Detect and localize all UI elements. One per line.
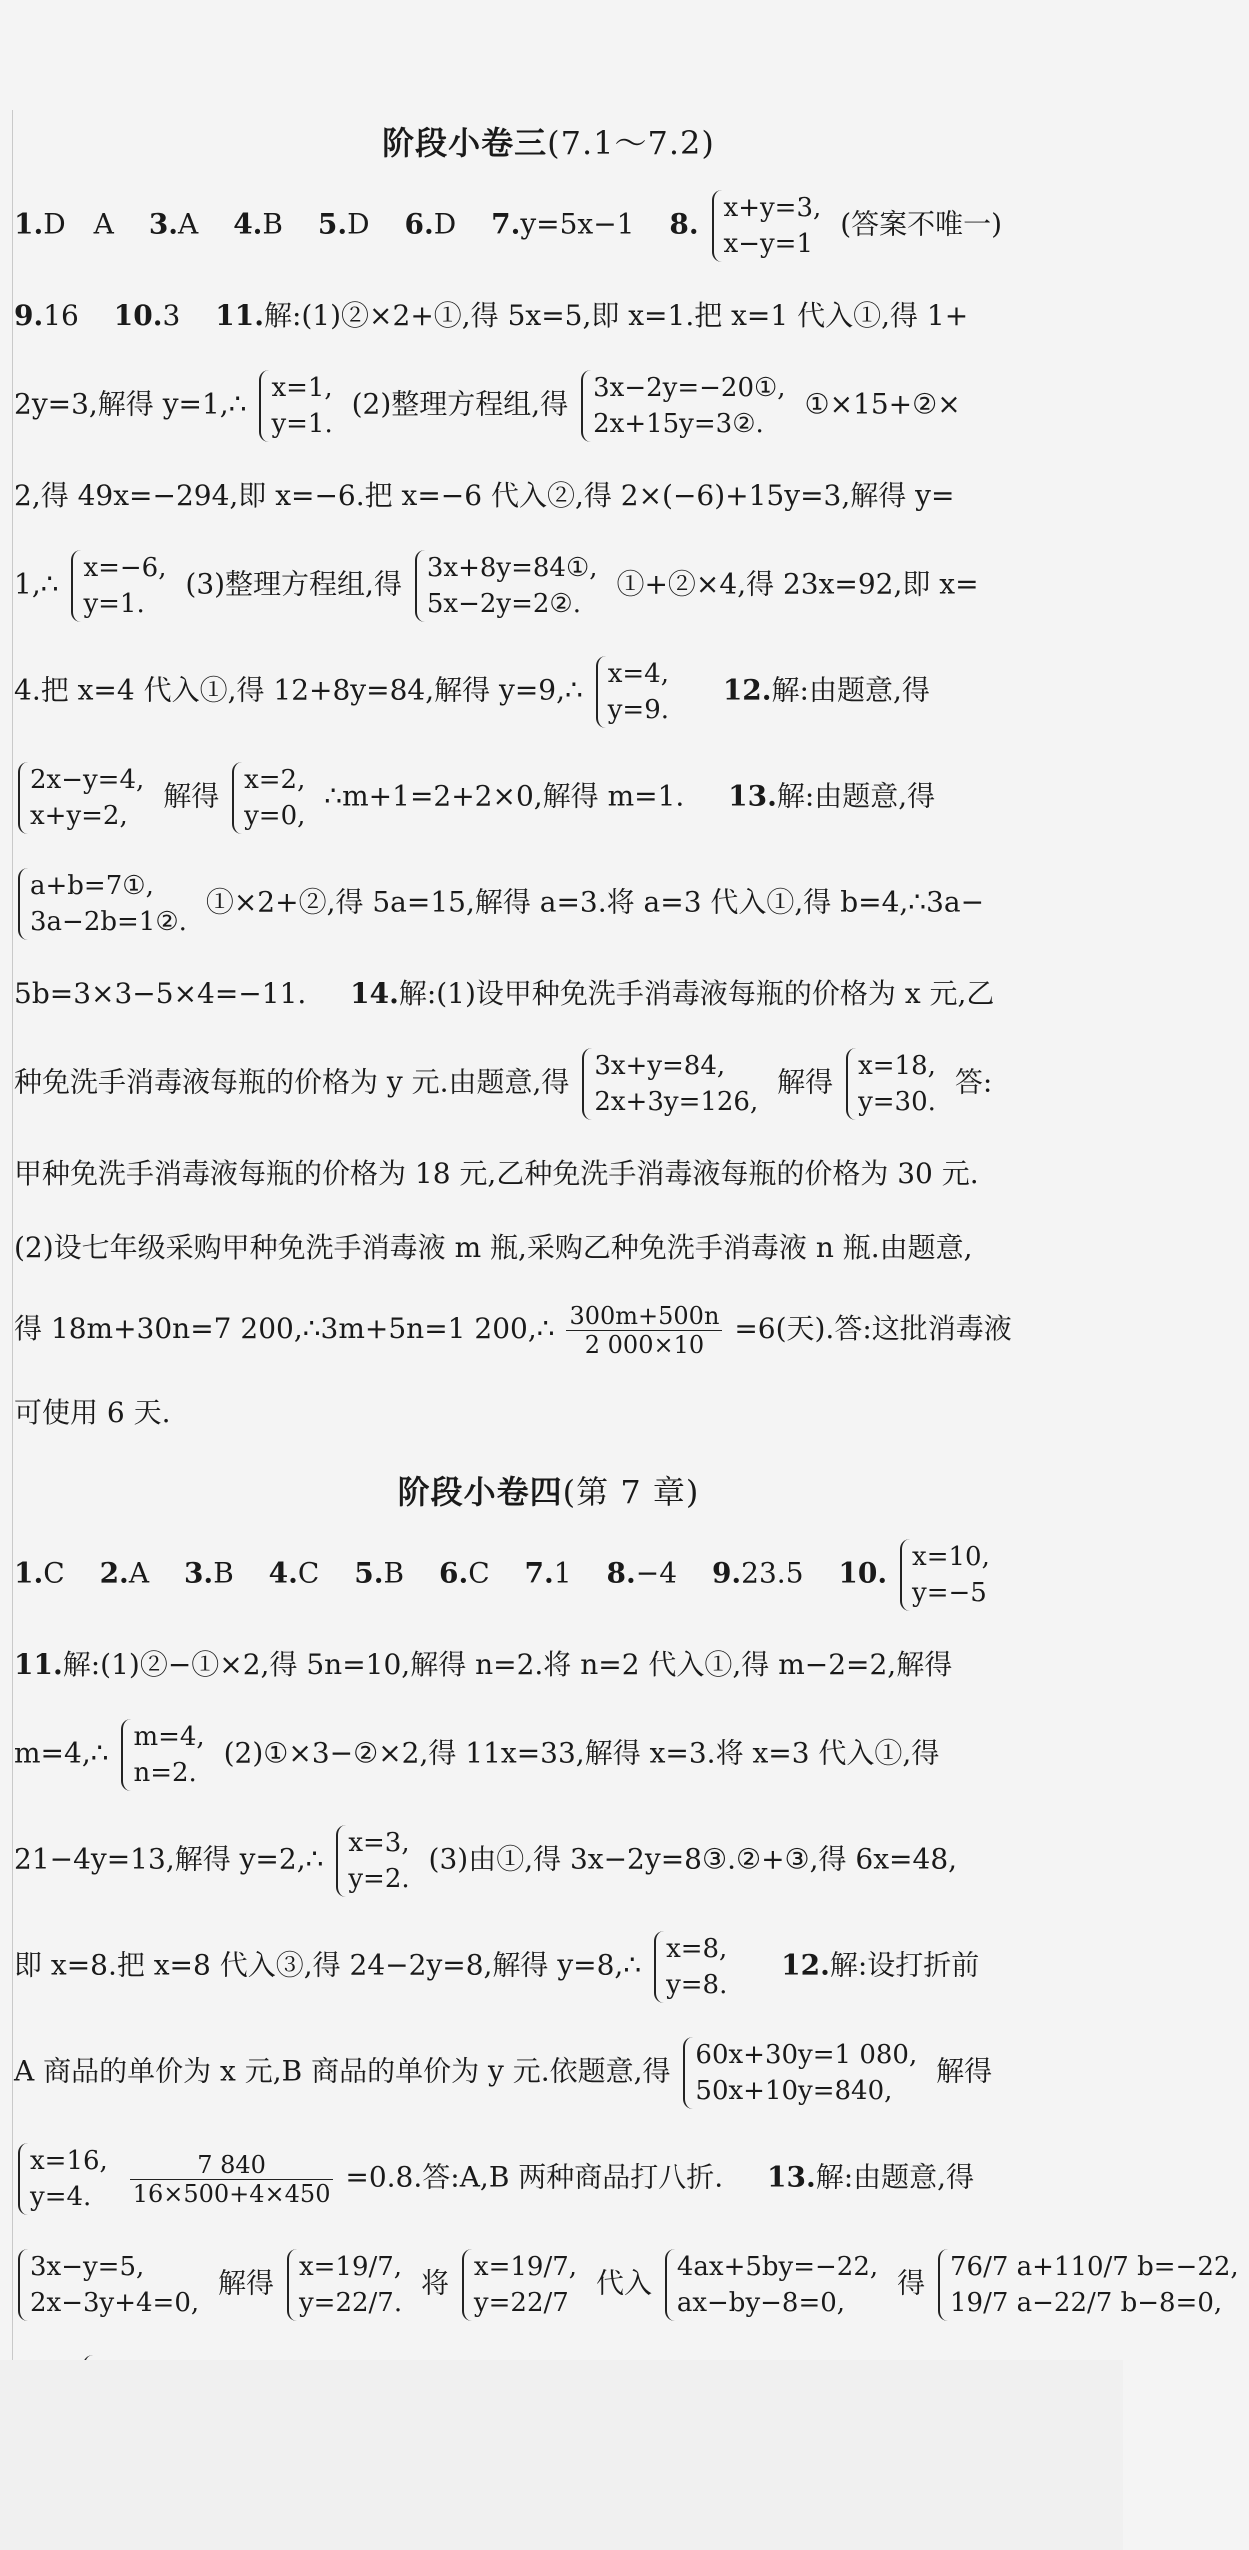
q-number: 12. — [781, 1948, 830, 1982]
s4-line-8 — [14, 2249, 1239, 2321]
s3-line-11 — [14, 1154, 1083, 1194]
page-bottom-blank — [0, 2360, 1123, 2550]
equation-system — [712, 190, 828, 262]
answer: B — [383, 1556, 405, 1590]
answer: A — [128, 1556, 150, 1590]
equation-system — [336, 1825, 415, 1897]
answer: C — [43, 1556, 65, 1590]
s4-line-7 — [14, 2143, 1083, 2215]
s3-line-9 — [14, 974, 1083, 1014]
solution-text: 解:由题意,得 — [771, 673, 930, 707]
s4-line-4 — [14, 1825, 1083, 1897]
q-number: 9. — [711, 1556, 742, 1590]
equation-system — [900, 1539, 996, 1611]
equation-row: x=3, — [348, 1828, 410, 1858]
q-number: 10. — [838, 1556, 888, 1590]
solution-text: ①×2+②,得 5a=15,解得 a=3.将 a=3 代入①,得 b=4,∴3a− — [205, 885, 985, 919]
s4-line-2 — [14, 1645, 1083, 1685]
s3-line-4 — [14, 476, 1083, 516]
q-number: 14. — [350, 977, 399, 1010]
s3-line-13 — [14, 1302, 1083, 1359]
s3-line-8 — [14, 868, 1083, 940]
answer: 16 — [43, 299, 79, 332]
q-number: 9. — [14, 299, 44, 332]
s4-line-5 — [14, 1931, 1083, 2003]
equation-row: ax−by−8=0, — [676, 2288, 846, 2318]
q-number: 13. — [767, 2160, 816, 2194]
answer: y=5x−1 — [520, 207, 635, 241]
q-number: 12. — [722, 673, 772, 707]
q-number: 1. — [14, 207, 44, 241]
solution-text: 即 x=8.把 x=8 代入③,得 24−2y=8,解得 y=8,∴ — [14, 1948, 642, 1982]
solution-text: ①+②×4,得 23x=92,即 x= — [616, 567, 979, 601]
equation-row: a+b=7①, — [30, 871, 154, 901]
section-3-title-text: 阶段小卷三 — [382, 124, 548, 162]
equation-system — [18, 868, 193, 940]
solution-text: 种免洗手消毒液每瓶的价格为 y 元.由题意,得 — [14, 1065, 570, 1099]
solution-text: 解得 — [777, 1065, 834, 1099]
s4-line-3 — [14, 1719, 1083, 1791]
equation-row: y=22/7 — [473, 2288, 569, 2318]
equation-row: y=22/7. — [298, 2288, 403, 2318]
answer: B — [213, 1556, 234, 1590]
equation-system — [938, 2249, 1245, 2321]
q-number: 3. — [148, 207, 179, 241]
solution-text: 2,得 49x=−294,即 x=−6.把 x=−6 代入②,得 2×(−6)+15y=3,解得 y= — [14, 479, 955, 512]
equation-row: y=−5 — [912, 1578, 987, 1608]
q-number: 3. — [183, 1556, 214, 1590]
solution-text: 解:设打折前 — [829, 1948, 980, 1982]
answer-note: (答案不唯一) — [840, 207, 1003, 241]
equation-system — [18, 2249, 205, 2321]
solution-text: 5b=3×3−5×4=−11. — [14, 977, 307, 1010]
solution-text: 可使用 6 天. — [14, 1396, 171, 1429]
q-number: 1. — [14, 1556, 44, 1590]
fraction — [566, 1302, 722, 1359]
q-number: 6. — [404, 207, 434, 241]
equation-row: y=1. — [83, 589, 145, 619]
equation-system — [846, 1048, 942, 1120]
equation-row: y=8. — [666, 1970, 728, 2000]
solution-text: 解:(1)②−①×2,得 5n=10,解得 n=2.将 n=2 代入①,得 m−2=2,解得 — [62, 1648, 953, 1681]
equation-row: y=9. — [607, 695, 669, 725]
margin-rule — [12, 110, 13, 2360]
solution-text: =6(天).答:这批消毒液 — [734, 1312, 1012, 1345]
solution-text: 得 18m+30n=7 200,∴3m+5n=1 200,∴ — [14, 1312, 555, 1345]
equation-row: x=2, — [244, 765, 306, 795]
equation-row: 19/7 a−22/7 b−8=0, — [949, 2288, 1223, 2318]
q-number: 7. — [491, 207, 521, 241]
equation-row: x=−6, — [83, 553, 167, 583]
q-number: 13. — [728, 779, 777, 813]
equation-system — [71, 550, 172, 622]
solution-text: 将 — [421, 2266, 450, 2300]
solution-text: 代入 — [595, 2266, 652, 2300]
equation-system — [596, 656, 675, 728]
answer: 3 — [162, 299, 181, 332]
equation-row: 3x+y=84, — [594, 1051, 726, 1081]
equation-row: 5x−2y=2②. — [426, 589, 581, 619]
equation-row: y=2. — [348, 1864, 410, 1894]
answer: −4 — [635, 1556, 678, 1590]
fraction-numerator: 7 840 — [130, 2151, 334, 2180]
equation-row: 4ax+5by=−22, — [676, 2252, 879, 2282]
answer: 23.5 — [741, 1556, 804, 1590]
equation-row: 2x−y=4, — [30, 765, 145, 795]
section-4-title-sub: (第 7 章) — [562, 1473, 700, 1511]
equation-row: x=4, — [607, 659, 669, 689]
equation-row: m=4, — [133, 1722, 205, 1752]
q-number: 10. — [113, 299, 163, 332]
fraction-numerator: 300m+500n — [566, 1302, 722, 1331]
answer: A — [178, 207, 199, 241]
equation-system — [121, 1719, 210, 1791]
answer: D — [347, 207, 370, 241]
s3-line-7 — [14, 762, 1083, 834]
equation-row: y=4. — [30, 2182, 92, 2212]
equation-row: x+y=3, — [723, 193, 822, 223]
answer: 1 — [553, 1556, 572, 1590]
equation-system — [259, 370, 338, 442]
solution-text: 2y=3,解得 y=1,∴ — [14, 387, 247, 421]
equation-row: 60x+30y=1 080, — [695, 2040, 918, 2070]
q-number: 11. — [215, 299, 264, 332]
solution-text: =0.8.答:A,B 两种商品打八折. — [345, 2160, 724, 2194]
s3-line-5 — [14, 550, 1083, 622]
solution-text: (2)整理方程组,得 — [351, 387, 569, 421]
q-number: 5. — [317, 207, 348, 241]
equation-row: 3x−y=5, — [30, 2252, 145, 2282]
equation-system — [415, 550, 604, 622]
section-3-title — [14, 118, 1083, 164]
q-number: 4. — [233, 207, 263, 241]
equation-row: x=19/7, — [298, 2252, 403, 2282]
solution-text: 解:(1)设甲种免洗手消毒液每瓶的价格为 x 元,乙 — [398, 977, 995, 1010]
q-number: 6. — [438, 1556, 469, 1590]
s4-line-6 — [14, 2037, 1083, 2109]
equation-row: 3a−2b=1②. — [30, 907, 187, 937]
equation-row: 2x−3y+4=0, — [30, 2288, 200, 2318]
solution-text: 甲种免洗手消毒液每瓶的价格为 18 元,乙种免洗手消毒液每瓶的价格为 30 元. — [14, 1157, 979, 1190]
equation-row: 3x+8y=84①, — [426, 553, 598, 583]
s3-line-2 — [14, 296, 1083, 336]
solution-text: 4.把 x=4 代入①,得 12+8y=84,解得 y=9,∴ — [14, 673, 583, 707]
equation-row: 2x+15y=3②. — [593, 409, 764, 439]
s3-line-14 — [14, 1393, 1083, 1433]
solution-text: (2)设七年级采购甲种免洗手消毒液 m 瓶,采购乙种免洗手消毒液 n 瓶.由题意, — [14, 1231, 973, 1264]
equation-system — [654, 1931, 733, 2003]
q-number: 7. — [524, 1556, 554, 1590]
equation-system — [683, 2037, 923, 2109]
solution-text: 答: — [954, 1065, 993, 1099]
solution-text: 得 — [897, 2266, 926, 2300]
section-4-title — [14, 1467, 1083, 1513]
equation-row: x−y=1 — [723, 229, 814, 259]
answer: C — [468, 1556, 490, 1590]
q-number: 11. — [14, 1648, 63, 1681]
solution-text: A 商品的单价为 x 元,B 商品的单价为 y 元.依题意,得 — [14, 2054, 671, 2088]
q-number: 8. — [669, 207, 699, 241]
s3-line-6 — [14, 656, 1083, 728]
equation-system — [665, 2249, 884, 2321]
equation-row: x=10, — [912, 1542, 990, 1572]
solution-text: 解:由题意,得 — [776, 779, 936, 813]
solution-text: 解:(1)②×2+①,得 5x=5,即 x=1.把 x=1 代入①,得 1+ — [263, 299, 969, 332]
solution-text: 解得 — [936, 2054, 993, 2088]
solution-text: 1,∴ — [14, 567, 59, 601]
s4-line-1 — [14, 1539, 1083, 1611]
s3-line-1 — [14, 190, 1083, 262]
equation-row: 50x+10y=840, — [695, 2076, 893, 2106]
equation-row: x+y=2, — [30, 801, 128, 831]
equation-row: 2x+3y=126, — [594, 1087, 759, 1117]
fraction-denominator: 2 000×10 — [584, 1331, 705, 1359]
answer: C — [297, 1556, 320, 1590]
equation-row: 76/7 a+110/7 b=−22, — [949, 2252, 1239, 2282]
equation-row: y=30. — [858, 1087, 936, 1117]
equation-row: x=19/7, — [473, 2252, 578, 2282]
equation-row: x=18, — [858, 1051, 936, 1081]
equation-system — [462, 2249, 583, 2321]
q-number: 8. — [606, 1556, 636, 1590]
fraction-denominator: 16×500+4×450 — [132, 2179, 331, 2208]
solution-text: 解得 — [218, 2266, 275, 2300]
q-number: 5. — [354, 1556, 384, 1590]
solution-text: 21−4y=13,解得 y=2,∴ — [14, 1842, 324, 1876]
section-3-title-sub: (7.1～7.2) — [547, 124, 715, 162]
solution-text: 解得 — [163, 779, 220, 813]
q-number: 4. — [268, 1556, 298, 1590]
s3-line-3 — [14, 370, 1083, 442]
equation-row: y=1. — [271, 409, 333, 439]
equation-row: n=2. — [133, 1758, 197, 1788]
equation-system — [232, 762, 311, 834]
solution-text: ①×15+②× — [804, 387, 961, 421]
solution-text: 解:由题意,得 — [815, 2160, 975, 2194]
solution-text: (3)整理方程组,得 — [185, 567, 402, 601]
equation-system — [582, 1048, 764, 1120]
section-4-title-text: 阶段小卷四 — [397, 1473, 563, 1511]
s3-line-10 — [14, 1048, 1083, 1120]
fraction — [130, 2151, 334, 2208]
equation-row: x=1, — [271, 373, 333, 403]
equation-row: 3x−2y=−20①, — [593, 373, 786, 403]
equation-system — [18, 762, 150, 834]
equation-system — [581, 370, 791, 442]
solution-text: (2)①×3−②×2,得 11x=33,解得 x=3.将 x=3 代入①,得 — [223, 1736, 940, 1770]
answer: B — [262, 207, 283, 241]
q-number: 2. — [99, 1556, 129, 1590]
solution-text: ∴m+1=2+2×0,解得 m=1. — [324, 779, 685, 813]
s3-line-12 — [14, 1228, 1083, 1268]
solution-text: m=4,∴ — [14, 1736, 109, 1770]
equation-row: x=16, — [30, 2146, 108, 2176]
equation-row: y=0, — [244, 801, 306, 831]
equation-system — [18, 2143, 114, 2215]
answer: D A — [43, 207, 114, 241]
equation-system — [287, 2249, 408, 2321]
solution-text: (3)由①,得 3x−2y=8③.②+③,得 6x=48, — [428, 1842, 958, 1876]
equation-row: x=8, — [666, 1934, 728, 1964]
answer: D — [433, 207, 457, 241]
